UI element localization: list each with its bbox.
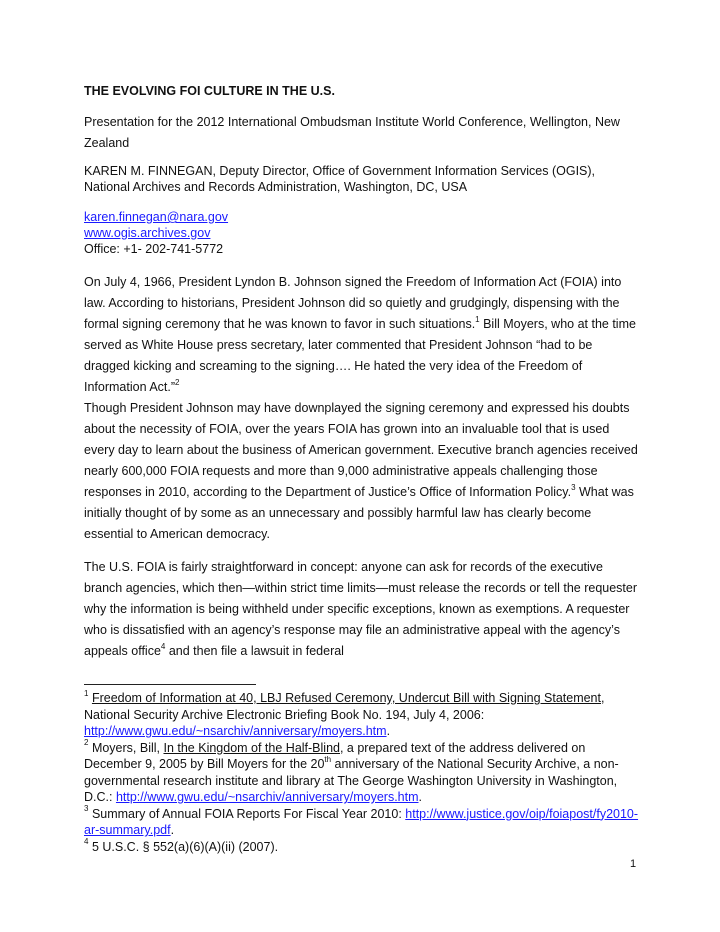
footnote-4-number: 4 xyxy=(84,837,89,847)
footnote-2-number: 2 xyxy=(84,738,89,748)
footnote-1 xyxy=(84,690,640,740)
author-line: KAREN M. FINNEGAN, Deputy Director, Office of Government Information Services (OGIS), National Archives and Records Administration, Washington, DC, USA xyxy=(84,164,596,194)
footnote-ref-2[interactable]: 2 xyxy=(175,377,180,387)
footnote-4-text: 5 U.S.C. § 552(a)(6)(A)(ii) (2007). xyxy=(91,839,279,854)
footnote-2-link[interactable]: http://www.gwu.edu/~nsarchiv/anniversary/moyers.htm xyxy=(115,790,419,804)
email-link[interactable]: karen.finnegan@nara.gov xyxy=(84,210,229,224)
footnote-ref-1[interactable]: 1 xyxy=(475,314,480,324)
footnote-1-text: , National Security Archive Electronic Briefing Book No. 194, July 4, 2006: xyxy=(84,691,605,722)
footnote-2-title: In the Kingdom of the Half-Blind xyxy=(163,740,340,755)
website-link[interactable]: www.ogis.archives.gov xyxy=(84,226,211,240)
footnote-ref-3[interactable]: 3 xyxy=(571,482,576,492)
footnote-ref-4[interactable]: 4 xyxy=(160,641,166,651)
footnote-1-title: Freedom of Information at 40, LBJ Refused Ceremony, Undercut Bill with Signing Statement xyxy=(91,691,601,705)
footnotes xyxy=(84,690,640,855)
footnote-3-link[interactable]: http://www.justice.gov/oip/foiapost/fy2010-ar-summary.pdf xyxy=(84,806,639,837)
footnote-2-pre: Moyers, Bill, xyxy=(91,740,164,755)
page-number: 1 xyxy=(630,858,637,870)
footnote-1-number: 1 xyxy=(84,688,89,698)
footnote-3-text: Summary of Annual FOIA Reports For Fiscal Year 2010: xyxy=(91,806,406,821)
footnote-2-end: . xyxy=(418,790,422,804)
presentation-line: Presentation for the 2012 International Ombudsman Institute World Conference, Wellington, New Zealand xyxy=(84,115,620,150)
paragraph-1-text-b: Bill Moyers, who at the time served as White House press secretary, later commented that President Johnson “had to be dragged kicking and screaming to the signing…. He hated the very idea of the Freedom of Information Act.” xyxy=(84,317,636,394)
footnote-3-number: 3 xyxy=(84,804,89,814)
paragraph-2-text-b: What was initially thought of by some as an unnecessary and possibly harmful law has clearly become essential to American democracy. xyxy=(84,485,634,541)
paragraph-3-text-b: and then file a lawsuit in federal xyxy=(165,644,344,658)
contact-block xyxy=(84,209,640,257)
paragraph-3 xyxy=(84,557,640,662)
paragraph-2-text-a: Though President Johnson may have downplayed the signing ceremony and expressed his doubts about the necessity of FOIA, over the years FOIA has grown into an invaluable tool that is used every day to learn about the business of American government. Executive branch agencies received nearly 600,000 FOIA requests and more than 9,000 administrative appeals challenging those responses in 2010, according to the Department of Justice’s Office of Information Policy. xyxy=(84,401,638,499)
paragraph-3-text-a: The U.S. FOIA is fairly straightforward in concept: anyone can ask for records of the executive branch agencies, which then—within strict time limits—must release the records or tell the requester why the information is being withheld under specific exceptions, known as exemptions. A requester who is dissatisfied with an agency’s response may file an administrative appeal with the agency’s appeals office xyxy=(84,560,638,658)
footnote-divider xyxy=(84,684,256,685)
office-phone: Office: +1- 202-741-5772 xyxy=(84,242,224,256)
paragraph-2 xyxy=(84,398,640,545)
document-title: THE EVOLVING FOI CULTURE IN THE U.S. xyxy=(84,84,335,98)
footnote-2-text: , a prepared text of the address delivered on December 9, 2005 by Bill Moyers for the 20 xyxy=(84,740,586,771)
footnote-2-text-2: anniversary of the National Security Archive, a non-governmental research institute and library at The George Washington University in Washington, D.C.: xyxy=(84,757,619,804)
paragraph-1-text-a: On July 4, 1966, President Lyndon B. Johnson signed the Freedom of Information Act (FOIA) into law. According to historians, President Johnson did so quietly and grudgingly, dispensing with the formal signing ceremony that he was known to favor in such situations. xyxy=(84,275,622,331)
footnote-3-end: . xyxy=(170,823,175,837)
footnote-1-end: . xyxy=(386,724,391,738)
footnote-2-ordinal: th xyxy=(324,754,332,764)
footnote-1-link[interactable]: http://www.gwu.edu/~nsarchiv/anniversary/moyers.htm xyxy=(84,724,387,738)
footnote-2 xyxy=(84,740,640,806)
footnote-4 xyxy=(84,839,640,856)
paragraph-1 xyxy=(84,272,640,398)
footnote-3 xyxy=(84,806,640,839)
